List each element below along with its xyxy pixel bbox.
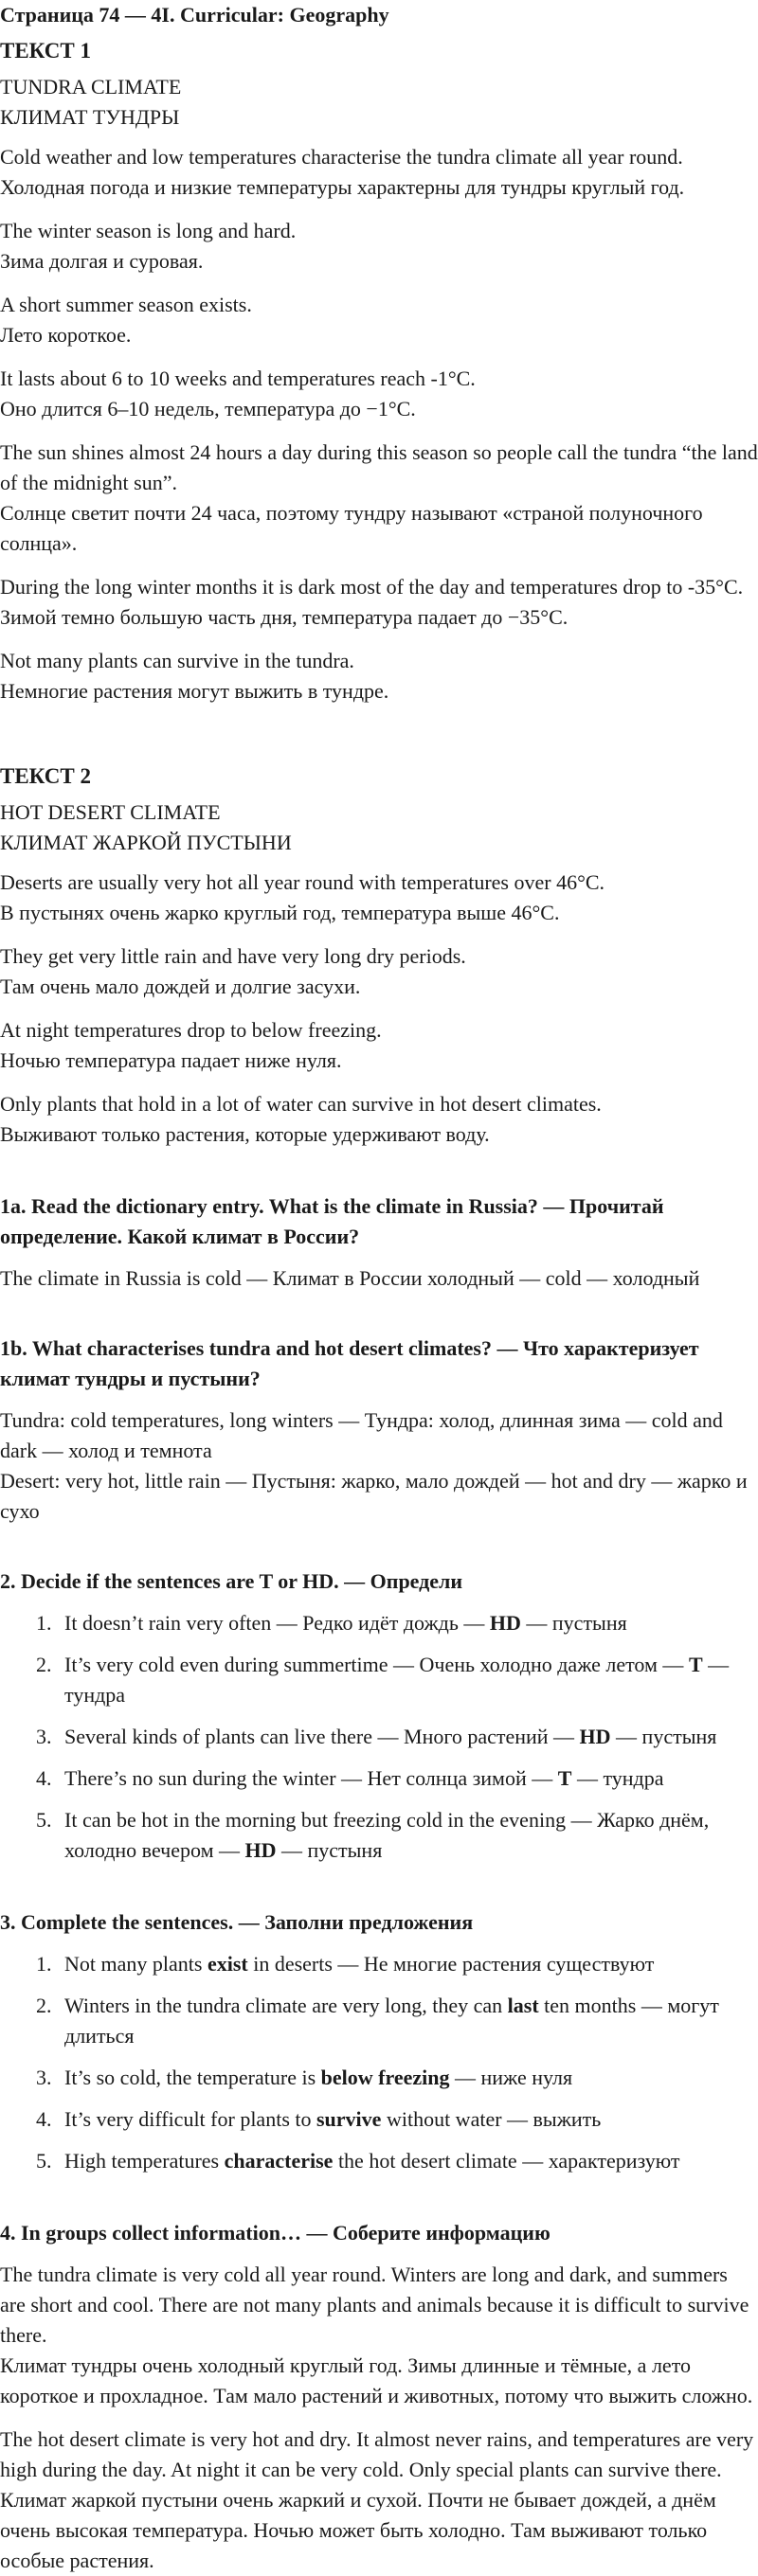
paragraph-ru: Солнце светит почти 24 часа, поэтому тундру называют «страной полуночного солнца». <box>0 501 703 555</box>
item-answer: last <box>507 1994 539 2017</box>
list-item <box>57 2146 758 2176</box>
item-text: — тундра <box>64 1653 730 1707</box>
item-text: It doesn’t rain very often — Редко идёт дождь — <box>64 1611 490 1635</box>
paragraph-ru: Холодная погода и низкие температуры характерны для тундры круглый год. <box>0 175 685 199</box>
item-text: High temperatures <box>64 2149 225 2173</box>
paragraph-en: The hot desert climate is very hot and dry. It almost never rains, and temperatures are very high during the day. At night it can be very cold. Only special plants can survive there. <box>0 2427 754 2481</box>
text1-paragraphs <box>0 142 758 707</box>
item-text: — ниже нуля <box>449 2066 573 2089</box>
text2-paragraph <box>0 941 758 1002</box>
text1-paragraph <box>0 646 758 707</box>
item-text: Winters in the tundra climate are very long, they can <box>64 1994 508 2017</box>
exercise-1b-question: 1b. What characterises tundra and hot desert climates? — Что характеризует климат тундры и пустыни? <box>0 1336 699 1390</box>
item-answer: T <box>688 1653 703 1676</box>
list-item <box>57 1763 758 1794</box>
text2-title-en: HOT DESERT CLIMATE <box>0 800 221 824</box>
item-answer: HD <box>244 1838 277 1862</box>
paragraph-ru: Выживают только растения, которые удерживают воду. <box>0 1122 490 1146</box>
text1-title-ru: КЛИМАТ ТУНДРЫ <box>0 105 180 129</box>
paragraph-ru: Зима долгая и суровая. <box>0 249 204 273</box>
exercise-2-list <box>0 1608 758 1866</box>
text1-label: ТЕКСТ 1 <box>0 39 91 63</box>
page-header: Страница 74 — 4I. Curricular: Geography <box>0 3 389 27</box>
item-answer: HD <box>579 1725 611 1748</box>
paragraph-en: They get very little rain and have very long dry periods. <box>0 944 466 968</box>
text1-paragraph <box>0 142 758 203</box>
paragraph-ru: Зимой темно большую часть дня, температура падает до −35°C. <box>0 605 568 629</box>
item-text: — тундра <box>571 1766 664 1790</box>
exercise-1a-answer: The climate in Russia is cold — Климат в России холодный — cold — холодный <box>0 1266 700 1290</box>
paragraph-en: A short summer season exists. <box>0 293 252 316</box>
exercise-4-question: 4. In groups collect information… — Соберите информацию <box>0 2221 550 2245</box>
exercise-4-paragraph <box>0 2424 758 2576</box>
exercise-1b-answer: Desert: very hot, little rain — Пустыня: жарко, мало дождей — hot and dry — жарко и сухо <box>0 1469 748 1523</box>
list-item <box>57 1608 758 1638</box>
item-answer: characterise <box>224 2149 334 2173</box>
text1-paragraph <box>0 216 758 277</box>
paragraph-ru: Лето короткое. <box>0 323 132 347</box>
item-answer: HD <box>489 1611 521 1635</box>
text1-paragraph <box>0 572 758 633</box>
exercise-3-list <box>0 1949 758 2176</box>
item-text: Not many plants <box>64 1952 208 1976</box>
paragraph-ru: Климат тундры очень холодный круглый год. Зимы длинные и тёмные, а лето короткое и прохладное. Там мало растений и животных, потому что выжить сложно. <box>0 2353 753 2407</box>
paragraph-ru: Ночью температура падает ниже нуля. <box>0 1048 342 1072</box>
item-text: without water — выжить <box>381 2107 602 2131</box>
list-item <box>57 1722 758 1752</box>
item-answer: exist <box>207 1952 248 1976</box>
paragraph-en: Not many plants can survive in the tundra. <box>0 649 354 672</box>
paragraph-ru: В пустынях очень жарко круглый год, температура выше 46°C. <box>0 901 560 924</box>
list-item <box>57 2104 758 2135</box>
exercise-1a-question: 1a. Read the dictionary entry. What is the climate in Russia? — Прочитай определение. Какой климат в России? <box>0 1194 664 1248</box>
item-text: Several kinds of plants can live there — Много растений — <box>64 1725 580 1748</box>
exercise-4-paragraph <box>0 2260 758 2411</box>
item-text: in deserts — Не многие растения существуют <box>247 1952 655 1976</box>
exercise-3-question: 3. Complete the sentences. — Заполни предложения <box>0 1910 474 1934</box>
item-answer: survive <box>316 2107 382 2131</box>
list-item <box>57 1949 758 1979</box>
item-text: — пустыня <box>610 1725 717 1748</box>
text2-label: ТЕКСТ 2 <box>0 764 91 788</box>
paragraph-en: Cold weather and low temperatures characterise the tundra climate all year round. <box>0 145 683 169</box>
paragraph-ru: Оно длится 6–10 недель, температура до −1°C. <box>0 397 416 420</box>
item-text: ten months — могут длиться <box>64 1994 719 2048</box>
list-item <box>57 1650 758 1710</box>
paragraph-ru: Немногие растения могут выжить в тундре. <box>0 679 389 703</box>
paragraph-ru: Климат жаркой пустыни очень жаркий и сухой. Почти не бывает дождей, а днём очень высокая температура. Ночью может быть холодно. Там выживают только особые растения. <box>0 2488 716 2572</box>
paragraph-en: The sun shines almost 24 hours a day during this season so people call the tundra “the land of the midnight sun”. <box>0 440 758 494</box>
list-item <box>57 1805 758 1866</box>
paragraph-en: During the long winter months it is dark most of the day and temperatures drop to -35°C. <box>0 575 744 599</box>
text2-paragraph <box>0 1089 758 1150</box>
paragraph-ru: Там очень мало дождей и долгие засухи. <box>0 975 361 998</box>
item-text: It can be hot in the morning but freezing cold in the evening — Жарко днём, холодно вечером — <box>64 1808 710 1862</box>
item-text: — пустыня <box>276 1838 383 1862</box>
item-text: It’s very difficult for plants to <box>64 2107 316 2131</box>
text2-title-ru: КЛИМАТ ЖАРКОЙ ПУСТЫНИ <box>0 831 292 854</box>
item-text: the hot desert climate — характеризуют <box>333 2149 680 2173</box>
exercise-2-question: 2. Decide if the sentences are T or HD. — Определи <box>0 1569 463 1593</box>
item-text: It’s so cold, the temperature is <box>64 2066 321 2089</box>
exercise-1b-answer: Tundra: cold temperatures, long winters — Тундра: холод, длинная зима — cold and dark — холод и темнота <box>0 1408 723 1462</box>
paragraph-en: The winter season is long and hard. <box>0 219 297 242</box>
text1-title-en: TUNDRA CLIMATE <box>0 75 182 98</box>
text1-paragraph <box>0 364 758 424</box>
paragraph-en: Only plants that hold in a lot of water can survive in hot desert climates. <box>0 1092 602 1116</box>
text1-paragraph <box>0 290 758 350</box>
text1-paragraph <box>0 438 758 559</box>
paragraph-en: Deserts are usually very hot all year round with temperatures over 46°C. <box>0 870 605 894</box>
item-answer: below freezing <box>320 2066 450 2089</box>
text2-paragraph <box>0 1015 758 1076</box>
paragraph-en: The tundra climate is very cold all year round. Winters are long and dark, and summers are short and cool. There are not many plants and animals because it is difficult to survive there. <box>0 2263 749 2347</box>
paragraph-en: It lasts about 6 to 10 weeks and temperatures reach -1°C. <box>0 367 476 390</box>
text2-paragraphs <box>0 868 758 1150</box>
item-answer: T <box>557 1766 572 1790</box>
text2-paragraph <box>0 868 758 928</box>
paragraph-en: At night temperatures drop to below freezing. <box>0 1018 382 1042</box>
list-item <box>57 2063 758 2093</box>
item-text: There’s no sun during the winter — Нет солнца зимой — <box>64 1766 558 1790</box>
list-item <box>57 1991 758 2051</box>
item-text: — пустыня <box>520 1611 627 1635</box>
item-text: It’s very cold even during summertime — Очень холодно даже летом — <box>64 1653 689 1676</box>
